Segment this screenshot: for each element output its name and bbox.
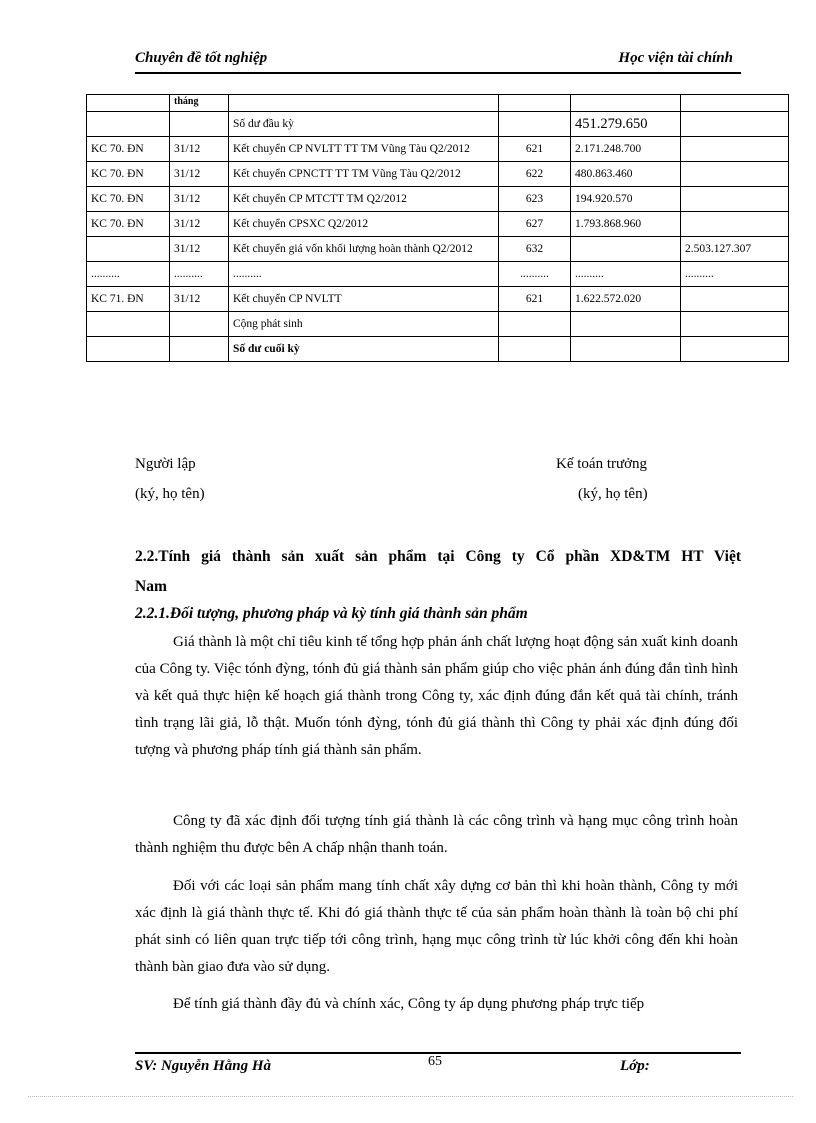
page-number: 65: [428, 1054, 442, 1069]
table-row: [87, 137, 789, 162]
ledger-table: [86, 94, 789, 362]
description-cell: Kết chuyển CP NVLTT TT TM Vũng Tàu Q2/2012: [229, 137, 499, 162]
paragraph-1: Giá thành là một chỉ tiêu kinh tế tổng hợp phản ánh chất lượng hoạt động sản xuất kinh doanh của Công ty. Việc tónh đỳng, tónh đủ giá thành sản phẩm giúp cho việc phản ánh đúng đắn tình hình và kết quả thực hiện kế hoạch giá thành trong Công ty, xác định đúng đắn kết quả tài chính, tránh tình trạng lãi giả, lỗ thật. Muốn tónh đỳng, tónh đủ giá thành thì Công ty phải xác định đúng đối tượng và phương pháp tính giá thành sản phẩm.: [135, 634, 738, 758]
table-row: [87, 237, 789, 262]
opening-balance-debit: 451.279.650: [571, 112, 681, 137]
header-right-title: Học viện tài chính: [618, 50, 733, 66]
account-cell: 627: [499, 212, 571, 237]
date-cell: 31/12: [170, 287, 229, 312]
credit-cell: [681, 287, 789, 312]
page-header: [135, 50, 741, 74]
description-cell: ..........: [229, 262, 499, 287]
credit-cell: [681, 187, 789, 212]
preparer-note: (ký, họ tên): [135, 486, 205, 502]
section-heading-line1: 2.2.Tính giá thành sản xuất sản phẩm tại Công ty Cổ phần XD&TM HT Việt: [135, 548, 741, 565]
total-row: [87, 312, 789, 337]
doc-cell: KC 70. ĐN: [87, 137, 170, 162]
description-cell: Kết chuyển CPSXC Q2/2012: [229, 212, 499, 237]
account-cell: 632: [499, 237, 571, 262]
table-header-fragment-row: [87, 95, 789, 112]
subsection-heading: 2.2.1.Đối tượng, phương pháp và kỳ tính giá thành sản phẩm: [135, 605, 528, 622]
debit-cell: 2.171.248.700: [571, 137, 681, 162]
debit-cell: ..........: [571, 262, 681, 287]
account-cell: ..........: [499, 262, 571, 287]
total-label: Cộng phát sinh: [229, 312, 499, 337]
closing-balance-row: [87, 337, 789, 362]
doc-cell: KC 70. ĐN: [87, 162, 170, 187]
debit-cell: 480.863.460: [571, 162, 681, 187]
header-left-title: Chuyên đề tốt nghiệp: [135, 50, 268, 66]
footer-class-label: Lớp:: [620, 1058, 650, 1074]
account-cell: 622: [499, 162, 571, 187]
date-cell: 31/12: [170, 187, 229, 212]
doc-cell: KC 70. ĐN: [87, 187, 170, 212]
date-cell: 31/12: [170, 137, 229, 162]
header-fragment-cell: tháng: [170, 95, 229, 112]
doc-cell: ..........: [87, 262, 170, 287]
preparer-title: Người lập: [135, 456, 196, 472]
debit-cell: 1.622.572.020: [571, 287, 681, 312]
account-cell: 623: [499, 187, 571, 212]
table-row: [87, 187, 789, 212]
credit-cell: [681, 212, 789, 237]
debit-cell: 1.793.868.960: [571, 212, 681, 237]
date-cell: ..........: [170, 262, 229, 287]
paragraph-3: Đối với các loại sản phẩm mang tính chất xây dựng cơ bản thì khi hoàn thành, Công ty mới xác định là giá thành thực tế. Khi đó giá thành thực tế của sản phẩm hoàn thành là toàn bộ chi phí phát sinh có liên quan trực tiếp tới công trình, hạng mục công trình từ lúc khởi công đến khi hoàn thành bàn giao đưa vào sử dụng.: [135, 878, 738, 975]
paragraph-4: Để tính giá thành đầy đủ và chính xác, Công ty áp dụng phương pháp trực tiếp: [173, 996, 645, 1012]
opening-balance-label: Số dư đầu kỳ: [229, 112, 499, 137]
description-cell: Kết chuyển giá vốn khối lượng hoàn thành Q2/2012: [229, 237, 499, 262]
opening-balance-row: [87, 112, 789, 137]
page-footer: [135, 1052, 741, 1074]
chief-accountant-note: (ký, họ tên): [578, 486, 648, 502]
doc-cell: [87, 237, 170, 262]
doc-cell: KC 71. ĐN: [87, 287, 170, 312]
section-heading-line2: Nam: [135, 578, 167, 595]
description-cell: Kết chuyển CPNCTT TT TM Vũng Tàu Q2/2012: [229, 162, 499, 187]
credit-cell: [681, 137, 789, 162]
credit-cell: ..........: [681, 262, 789, 287]
account-cell: 621: [499, 287, 571, 312]
debit-cell: 194.920.570: [571, 187, 681, 212]
doc-cell: KC 70. ĐN: [87, 212, 170, 237]
chief-accountant-title: Kế toán trưởng: [556, 456, 648, 472]
table-row: [87, 162, 789, 187]
table-row: [87, 262, 789, 287]
table-row: [87, 287, 789, 312]
credit-cell: [681, 162, 789, 187]
date-cell: 31/12: [170, 212, 229, 237]
description-cell: Kết chuyển CP NVLTT: [229, 287, 499, 312]
paragraph-2: Công ty đã xác định đối tượng tính giá thành là các công trình và hạng mục công trình hoàn thành nghiệm thu được bên A chấp nhận thanh toán.: [135, 813, 738, 856]
date-cell: 31/12: [170, 162, 229, 187]
footer-student-name: SV: Nguyễn Hằng Hà: [135, 1058, 271, 1074]
credit-cell: 2.503.127.307: [681, 237, 789, 262]
date-cell: 31/12: [170, 237, 229, 262]
page-bottom-divider: [28, 1096, 793, 1097]
closing-balance-label: Số dư cuối kỳ: [229, 337, 499, 362]
description-cell: Kết chuyển CP MTCTT TM Q2/2012: [229, 187, 499, 212]
account-cell: 621: [499, 137, 571, 162]
table-row: [87, 212, 789, 237]
debit-cell: [571, 237, 681, 262]
